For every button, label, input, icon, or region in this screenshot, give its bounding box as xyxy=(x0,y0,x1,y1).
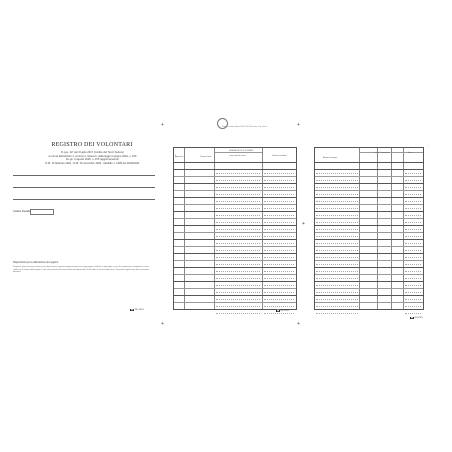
row-dotted-guide xyxy=(405,215,421,216)
product-code-text: DU 1515 xyxy=(280,310,289,312)
crop-mark-top: + xyxy=(161,122,164,128)
row-dotted-guide xyxy=(405,180,421,181)
row-dotted-guide xyxy=(264,306,294,307)
page-caption: Registro Volontari (Norma Ufficio 2017) Fascicolo - Pag. Interne xyxy=(222,127,267,128)
row-dotted-guide xyxy=(264,187,294,188)
volunteer-table xyxy=(173,147,297,310)
row-dotted-guide xyxy=(405,278,421,279)
activity-table xyxy=(314,147,424,310)
row-dotted-guide xyxy=(216,229,260,230)
row-dotted-guide xyxy=(216,250,260,251)
table-row[interactable] xyxy=(315,225,423,226)
row-dotted-guide xyxy=(316,285,358,286)
row-dotted-guide xyxy=(264,313,294,314)
table-row[interactable] xyxy=(174,288,296,289)
row-dotted-guide xyxy=(316,250,358,251)
brand-logo: ▮▮ xyxy=(411,317,414,319)
header-number: N. progressivo xyxy=(175,156,184,158)
row-dotted-guide xyxy=(316,201,358,202)
row-dotted-guide xyxy=(264,264,294,265)
row-dotted-guide xyxy=(405,306,421,307)
codice-fiscale-label: Codice Fiscale xyxy=(13,210,31,213)
crop-mark-bottom-right: + xyxy=(297,321,300,327)
table-row[interactable] xyxy=(174,204,296,205)
row-dotted-guide xyxy=(316,278,358,279)
row-dotted-guide xyxy=(264,236,294,237)
row-dotted-guide xyxy=(316,215,358,216)
table-row[interactable] xyxy=(315,253,423,254)
row-dotted-guide xyxy=(316,222,358,223)
row-dotted-guide xyxy=(405,257,421,258)
table-row[interactable] xyxy=(174,267,296,268)
table-row[interactable] xyxy=(315,260,423,261)
row-dotted-guide xyxy=(216,313,260,314)
vidimazione-label: Disposizioni per la vidimazione del registro xyxy=(13,261,59,264)
row-dotted-guide xyxy=(264,173,294,174)
row-dotted-guide xyxy=(316,180,358,181)
product-code xyxy=(130,308,144,311)
inner-page-left xyxy=(168,143,298,313)
row-dotted-guide xyxy=(216,271,260,272)
row-dotted-guide xyxy=(216,187,260,188)
table-row[interactable] xyxy=(174,253,296,254)
row-dotted-guide xyxy=(216,285,260,286)
row-dotted-guide xyxy=(216,257,260,258)
row-dotted-guide xyxy=(264,278,294,279)
legal-references xyxy=(30,151,155,166)
table-row[interactable] xyxy=(174,169,296,170)
legal-line: D.M. 14 febbraio 1992 - D.M. 16 novembre 1992 - Modello n. 1995 del 29/04/2011 xyxy=(45,162,140,166)
row-dotted-guide xyxy=(216,306,260,307)
table-row[interactable] xyxy=(174,232,296,233)
row-dotted-guide xyxy=(264,292,294,293)
register-title: REGISTRO DEI VOLONTARI xyxy=(51,142,133,148)
column-divider xyxy=(377,148,378,309)
row-dotted-guide xyxy=(216,194,260,195)
header-divider xyxy=(214,152,262,153)
crop-mark-bottom: + xyxy=(161,321,164,327)
product-code xyxy=(410,317,423,319)
table-row[interactable] xyxy=(315,239,423,240)
row-dotted-guide xyxy=(264,285,294,286)
entry-line[interactable] xyxy=(13,187,155,188)
header-residence: Indirizzo di residenza xyxy=(272,156,287,157)
column-divider xyxy=(391,148,392,309)
row-dotted-guide xyxy=(216,173,260,174)
table-row[interactable] xyxy=(315,246,423,247)
table-row[interactable] xyxy=(174,197,296,198)
vidimazione-footnote: Il registro, prima di essere posto in uso, deve essere numerato progressivamente in ogni pagina e bollato in ogni foglio a cura di un organismo competente, e deve contenere il numero delle pagine. L'ente che procede alla numerazione dei fogli iniziali e finali indica il numero degli stessi. Il presente registro non deve presentare abrasioni. xyxy=(13,266,150,274)
page-side-tick: — xyxy=(428,146,430,147)
row-dotted-guide xyxy=(264,222,294,223)
crop-mark-middle: + xyxy=(302,221,305,227)
header-bottom xyxy=(315,162,423,163)
row-dotted-guide xyxy=(264,180,294,181)
table-row[interactable] xyxy=(315,267,423,268)
table-row[interactable] xyxy=(315,302,423,303)
table-row[interactable] xyxy=(315,211,423,212)
table-row[interactable] xyxy=(174,260,296,261)
row-dotted-guide xyxy=(264,257,294,258)
cover-page xyxy=(10,130,160,320)
row-dotted-guide xyxy=(264,299,294,300)
table-row[interactable] xyxy=(174,295,296,296)
row-dotted-guide xyxy=(316,208,358,209)
table-row[interactable] xyxy=(174,190,296,191)
row-dotted-guide xyxy=(264,208,294,209)
row-dotted-guide xyxy=(316,229,358,230)
legal-line: D.Lgs. 3 agosto 2018, n. 105 (aggiornamento) xyxy=(65,158,120,162)
table-row[interactable] xyxy=(315,232,423,233)
product-code xyxy=(276,310,289,312)
column-divider xyxy=(262,148,263,309)
row-dotted-guide xyxy=(216,264,260,265)
row-dotted-guide xyxy=(405,292,421,293)
row-dotted-guide xyxy=(405,173,421,174)
header-sign: Firma xyxy=(408,152,413,154)
table-row[interactable] xyxy=(315,218,423,219)
row-dotted-guide xyxy=(316,292,358,293)
row-dotted-guide xyxy=(316,313,358,314)
header-generalita: GENERALITÀ DEL VOLONTARIO xyxy=(229,151,254,152)
header-dates: Inizio / Cessazione xyxy=(375,152,390,154)
table-row[interactable] xyxy=(174,246,296,247)
product-code-text: DU 1515 xyxy=(414,317,423,319)
table-row[interactable] xyxy=(315,169,423,170)
row-dotted-guide xyxy=(316,243,358,244)
row-dotted-guide xyxy=(264,243,294,244)
row-dotted-guide xyxy=(216,180,260,181)
table-row[interactable] xyxy=(174,176,296,177)
row-dotted-guide xyxy=(405,313,421,314)
table-row[interactable] xyxy=(315,309,423,310)
row-dotted-guide xyxy=(264,271,294,272)
entry-line[interactable] xyxy=(13,199,155,200)
row-dotted-guide xyxy=(405,194,421,195)
row-dotted-guide xyxy=(316,271,358,272)
table-row[interactable] xyxy=(174,211,296,212)
product-code-text: DU 1515 xyxy=(135,309,144,311)
table-row[interactable] xyxy=(315,281,423,282)
row-dotted-guide xyxy=(405,299,421,300)
header-divider xyxy=(359,152,423,153)
table-row[interactable] xyxy=(315,274,423,275)
table-row[interactable] xyxy=(315,295,423,296)
table-row[interactable] xyxy=(174,302,296,303)
row-dotted-guide xyxy=(405,285,421,286)
row-dotted-guide xyxy=(216,208,260,209)
row-dotted-guide xyxy=(216,292,260,293)
row-dotted-guide xyxy=(316,187,358,188)
row-dotted-guide xyxy=(316,173,358,174)
crop-mark-top-right: + xyxy=(297,122,300,128)
column-divider xyxy=(214,148,215,309)
row-dotted-guide xyxy=(216,243,260,244)
codice-fiscale-field[interactable] xyxy=(30,209,54,215)
row-dotted-guide xyxy=(264,250,294,251)
header-bottom xyxy=(174,162,296,163)
brand-logo: ▮▮ xyxy=(277,310,280,312)
column-divider xyxy=(403,148,404,309)
row-dotted-guide xyxy=(405,208,421,209)
row-dotted-guide xyxy=(216,222,260,223)
row-dotted-guide xyxy=(316,299,358,300)
row-dotted-guide xyxy=(316,257,358,258)
table-row[interactable] xyxy=(174,274,296,275)
table-row[interactable] xyxy=(315,197,423,198)
header-name: Cognome Nome xyxy=(200,157,212,158)
row-dotted-guide xyxy=(405,229,421,230)
row-dotted-guide xyxy=(316,306,358,307)
table-row[interactable] xyxy=(174,183,296,184)
row-dotted-guide xyxy=(316,264,358,265)
row-dotted-guide xyxy=(405,264,421,265)
table-row[interactable] xyxy=(315,190,423,191)
row-dotted-guide xyxy=(216,299,260,300)
row-dotted-guide xyxy=(405,271,421,272)
table-row[interactable] xyxy=(315,176,423,177)
table-row[interactable] xyxy=(174,239,296,240)
row-dotted-guide xyxy=(405,243,421,244)
row-dotted-guide xyxy=(264,194,294,195)
legal-line: a norma dell'articolo 1, comma 2, lettera b, della legge 6 giugno 2016, n. 106 xyxy=(48,154,137,158)
table-row[interactable] xyxy=(315,288,423,289)
row-dotted-guide xyxy=(405,201,421,202)
table-row[interactable] xyxy=(174,218,296,219)
row-dotted-guide xyxy=(405,236,421,237)
column-divider xyxy=(184,148,185,309)
column-divider xyxy=(359,148,360,309)
row-dotted-guide xyxy=(316,194,358,195)
table-row[interactable] xyxy=(174,281,296,282)
row-dotted-guide xyxy=(405,250,421,251)
row-dotted-guide xyxy=(264,215,294,216)
row-dotted-guide xyxy=(316,236,358,237)
row-dotted-guide xyxy=(216,201,260,202)
entry-line[interactable] xyxy=(13,175,155,176)
header-activity: Attività da svolgere xyxy=(323,157,338,159)
legal-line: D.Lgs. 117 del 3 luglio 2017 (Codice del Terzo Settore) xyxy=(61,151,124,154)
header-birth: Luogo e data di nascita xyxy=(229,156,246,157)
row-dotted-guide xyxy=(264,201,294,202)
row-dotted-guide xyxy=(405,187,421,188)
inner-page-right xyxy=(308,143,438,313)
row-dotted-guide xyxy=(405,222,421,223)
row-dotted-guide xyxy=(216,215,260,216)
table-row[interactable] xyxy=(315,204,423,205)
table-row[interactable] xyxy=(174,225,296,226)
row-dotted-guide xyxy=(264,229,294,230)
row-dotted-guide xyxy=(216,278,260,279)
row-dotted-guide xyxy=(216,236,260,237)
table-row[interactable] xyxy=(315,183,423,184)
brand-logo: ▮▮ xyxy=(131,309,134,311)
